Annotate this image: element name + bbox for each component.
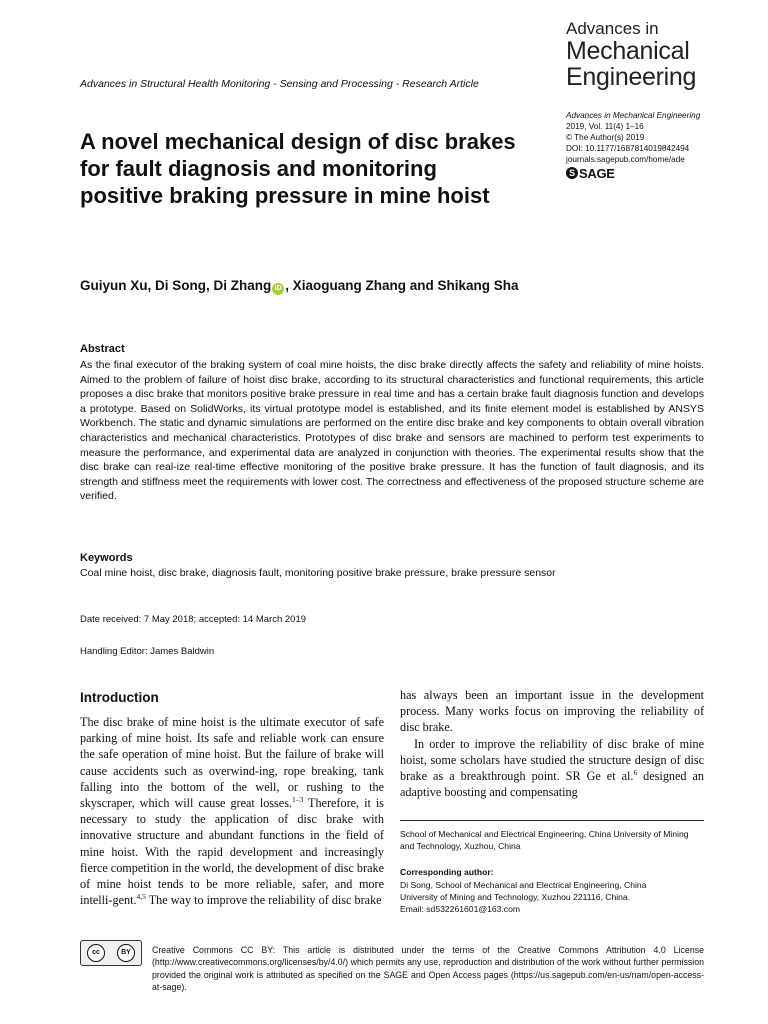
journal-url[interactable]: journals.sagepub.com/home/ade <box>566 155 685 164</box>
license-body: Creative Commons CC BY: This article is distributed under the terms of the Creative Commons Attribution 4.0 License (http://www.creativecommons.org/licenses/by/4.0/) which permits any use, reproduction and distribution of the work without further permission provided the original work is attributed as specified on the SAGE and Open Access pages (https://us.sagepub.com/en-us/nam/open-access-at-sage). <box>152 945 704 992</box>
handling-editor: Handling Editor: James Baldwin <box>80 646 215 657</box>
citation-4-5[interactable]: 4,5 <box>136 892 146 902</box>
corr-line1: Di Song, School of Mechanical and Electrical Engineering, China <box>400 880 647 890</box>
journal-name: Advances in Mechanical Engineering <box>566 111 701 120</box>
orcid-icon[interactable]: iD <box>272 283 284 295</box>
abstract-text: As the final executor of the braking system of coal mine hoists, the disc brake directly affects the safety and reliability of mine hoists. Aimed to the problem of failure of hoist disc brake, according to its structural characteristics and functional requirements, this article proposes a disc brake that monitors positive brake pressure in real time and has a certain brake fault diagnosis function and develops a prototype. Based on SolidWorks, its virtual prototype model is established, and its finite element model is established by ANSYS Workbench. The static and dynamic simulations are performed on the entire disc brake and key components to obtain overall vibration characteristics and mechanical characteristics. Prototypes of disc brake and sensors are machined to perform test experiments to measure the performance, and experimental data are analyzed in conjunction with theories. The experimental results show that the disc brake can real-ize real-time effective monitoring of the positive brake pressure. It has the function of fault diagnosis, and its strength and stiffness meet the requirements with lower cost. The correctness and effectiveness of the proposed structure scheme are verified. <box>80 359 704 503</box>
sage-logo <box>566 167 756 179</box>
citation-1-3[interactable]: 1–3 <box>291 794 304 804</box>
corresponding-author-heading: Corresponding author: <box>400 867 494 877</box>
section-line: Advances in Structural Health Monitoring - Sensing and Processing - Research Article <box>80 78 479 90</box>
intro-right-text-a: In order to improve the reliability of disc brake of mine hoist, some scholars have studied the structure design of disc brake as a breakthrough point. SR Ge et al. <box>400 736 704 784</box>
citation-6[interactable]: 6 <box>633 767 638 777</box>
corresponding-author <box>400 879 700 915</box>
intro-left-text-a: The disc brake of mine hoist is the ultimate executor of safe parking of mine hoist. Its safe and reliable work can ensure the safe operation of mine hoist. But the failure of brake will cause accidents such as overwind-ing, rope breaking, tank falling into the bottom of the well, or rushing to the skyscraper, which will cause great losses. <box>80 715 384 811</box>
intro-left-column <box>80 714 384 908</box>
affiliation: School of Mechanical and Electrical Engineering, China University of Mining and Technology, Xuzhou, China <box>400 829 689 851</box>
intro-left-text-c: The way to improve the reliability of disc brake <box>145 893 382 908</box>
intro-right-p2 <box>400 736 704 801</box>
intro-right-column <box>400 687 704 800</box>
authors-part2: , Xiaoguang Zhang and Shikang Sha <box>285 278 519 293</box>
author-list <box>80 278 700 295</box>
sage-icon: S <box>566 167 578 179</box>
journal-brand <box>566 20 756 90</box>
abstract-heading: Abstract <box>80 343 125 355</box>
keywords-heading: Keywords <box>80 552 133 564</box>
authors-part1: Guiyun Xu, Di Song, Di Zhang <box>80 278 272 293</box>
copyright: © The Author(s) 2019 <box>566 133 645 142</box>
keywords-text: Coal mine hoist, disc brake, diagnosis fault, monitoring positive brake pressure, brake pressure sensor <box>80 567 556 579</box>
journal-brand-line1: Advances in <box>566 19 659 38</box>
intro-left-text-b: Therefore, it is necessary to study the application of disc brake with innovative structure and abundant functions in the field of mine hoist. With the rapid development and increasingly fierce competition in the world, the development of disc brake of mine hoist tends to be more reliable, safer, and more intelli-gent. <box>80 796 384 908</box>
dates-received: Date received: 7 May 2018; accepted: 14 March 2019 <box>80 614 307 625</box>
intro-right-text-b: designed an adaptive boosting and compensating <box>400 769 705 800</box>
cc-icon: cc <box>87 944 105 962</box>
article-title: A novel mechanical design of disc brakes for fault diagnosis and monitoring positive braking pressure in mine hoist <box>80 129 516 208</box>
doi[interactable]: DOI: 10.1177/1687814019842494 <box>566 144 690 153</box>
corr-line2: University of Mining and Technology, Xuzhou 221116, China. <box>400 892 631 902</box>
journal-volume: 2019, Vol. 11(4) 1–16 <box>566 122 644 131</box>
journal-brand-line2: Mechanical <box>566 36 690 65</box>
introduction-heading: Introduction <box>80 690 159 705</box>
corr-email[interactable]: Email: sd532261601@163.com <box>400 904 521 914</box>
intro-right-p1: has always been an important issue in the development process. Many works focus on improving the reliability of disc brake. <box>400 688 704 735</box>
sage-label: SAGE <box>579 165 615 181</box>
license-text <box>80 944 704 993</box>
journal-meta <box>566 110 756 179</box>
footnote-divider <box>400 820 704 821</box>
journal-brand-line3: Engineering <box>566 63 697 92</box>
by-icon: BY <box>117 944 135 962</box>
